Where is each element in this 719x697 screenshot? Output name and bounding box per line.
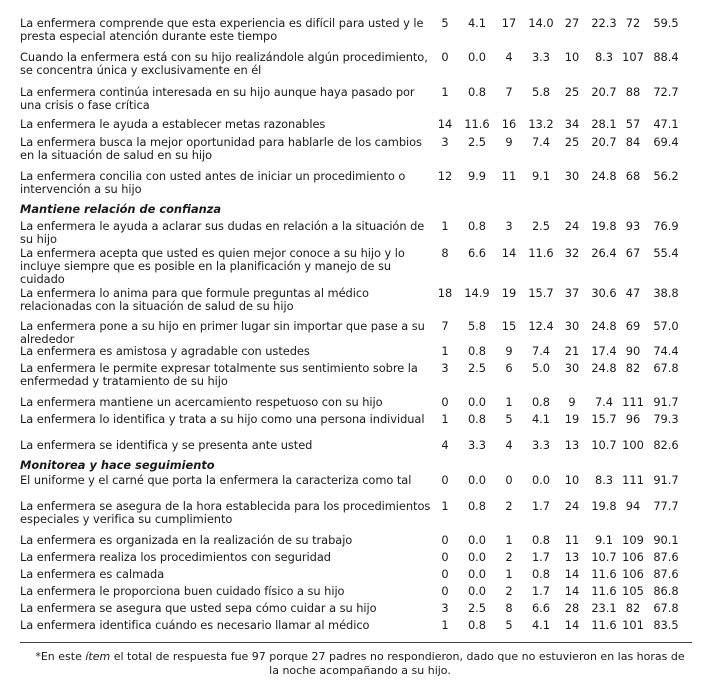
row-value: 69.4 <box>653 135 679 149</box>
row-value: 0.0 <box>467 533 487 547</box>
row-label: La enfermera busca la mejor oportunidad para hablarle de los cambios en la situación de salud en su hijo <box>20 135 422 162</box>
row-value: 2 <box>505 584 513 598</box>
row-value: 6.6 <box>531 601 551 615</box>
row-value: 1.7 <box>531 550 551 564</box>
row-value: 0.8 <box>531 567 551 581</box>
row-value: 25 <box>564 85 580 99</box>
row-value: 10 <box>564 50 580 64</box>
row-value: 0 <box>441 473 449 487</box>
row-value: 47 <box>625 286 641 300</box>
row-value: 82.6 <box>653 438 679 452</box>
row-value: 0.0 <box>467 550 487 564</box>
row-value: 8 <box>505 601 513 615</box>
row-value: 3 <box>441 135 449 149</box>
row-value: 8.3 <box>594 473 614 487</box>
row-value: 91.7 <box>653 473 679 487</box>
row-value: 3.3 <box>531 50 551 64</box>
row-value: 1 <box>441 618 449 632</box>
row-value: 0 <box>441 533 449 547</box>
table-bottom-rule <box>20 642 692 643</box>
row-value: 24 <box>564 219 580 233</box>
row-label: La enfermera le permite expresar totalmente sus sentimiento sobre la enfermedad y tratamiento de su hijo <box>20 361 418 388</box>
footnote-item: ítem <box>85 650 111 663</box>
row-value: 24.8 <box>591 361 617 375</box>
row-value: 93 <box>625 219 641 233</box>
row-value: 0.0 <box>467 395 487 409</box>
row-value: 17 <box>501 16 517 30</box>
row-value: 87.6 <box>653 567 679 581</box>
row-value: 1 <box>441 499 449 513</box>
footnote <box>30 650 690 678</box>
row-value: 100 <box>622 438 644 452</box>
row-value: 91.7 <box>653 395 679 409</box>
row-value: 9 <box>505 344 513 358</box>
row-value: 56.2 <box>653 169 679 183</box>
row-value: 38.8 <box>653 286 679 300</box>
row-value: 67 <box>625 246 641 260</box>
row-label: La enfermera le ayuda a aclarar sus dudas en relación a la situación de su hijo <box>20 219 425 246</box>
row-value: 19.8 <box>591 499 617 513</box>
row-value: 20.7 <box>591 135 617 149</box>
row-value: 5.8 <box>467 319 487 333</box>
row-value: 7.4 <box>594 395 614 409</box>
row-value: 0.8 <box>467 219 487 233</box>
row-label: La enfermera es organizada en la realización de su trabajo <box>20 533 353 547</box>
row-value: 24.8 <box>591 169 617 183</box>
row-value: 3 <box>441 601 449 615</box>
row-label: La enfermera le ayuda a establecer metas razonables <box>20 117 326 131</box>
row-label: La enfermera se identifica y se presenta ante usted <box>20 438 313 452</box>
row-value: 22.3 <box>591 16 617 30</box>
row-value: 0.8 <box>531 395 551 409</box>
row-value: 0 <box>441 550 449 564</box>
row-value: 1 <box>505 533 513 547</box>
row-value: 23.1 <box>591 601 617 615</box>
row-value: 0 <box>441 584 449 598</box>
row-value: 77.7 <box>653 499 679 513</box>
row-value: 90.1 <box>653 533 679 547</box>
row-value: 5.8 <box>531 85 551 99</box>
row-label: La enfermera es calmada <box>20 567 165 581</box>
row-value: 0.8 <box>467 344 487 358</box>
row-value: 7 <box>441 319 449 333</box>
row-value: 96 <box>625 412 641 426</box>
row-value: 13 <box>564 438 580 452</box>
row-value: 88.4 <box>653 50 679 64</box>
row-label: La enfermera se asegura que usted sepa cómo cuidar a su hijo <box>20 601 377 615</box>
row-value: 32 <box>564 246 580 260</box>
row-label: La enfermera identifica cuándo es necesario llamar al médico <box>20 618 370 632</box>
row-value: 0.0 <box>467 584 487 598</box>
row-value: 9 <box>568 395 576 409</box>
row-value: 20.7 <box>591 85 617 99</box>
row-value: 11 <box>564 533 580 547</box>
row-label: La enfermera le proporciona buen cuidado físico a su hijo <box>20 584 345 598</box>
row-value: 11.6 <box>591 567 617 581</box>
row-value: 11.6 <box>591 584 617 598</box>
row-value: 94 <box>625 499 641 513</box>
row-value: 0 <box>441 567 449 581</box>
row-value: 8.3 <box>594 50 614 64</box>
row-value: 2.5 <box>531 219 551 233</box>
row-value: 6 <box>505 361 513 375</box>
row-value: 16 <box>501 117 517 131</box>
row-value: 11 <box>501 169 517 183</box>
row-value: 15.7 <box>528 286 554 300</box>
row-value: 14 <box>437 117 453 131</box>
row-value: 2 <box>505 499 513 513</box>
row-value: 18 <box>437 286 453 300</box>
row-value: 7.4 <box>531 344 551 358</box>
row-value: 15 <box>501 319 517 333</box>
row-value: 1.7 <box>531 499 551 513</box>
row-value: 4 <box>505 438 513 452</box>
row-value: 84 <box>625 135 641 149</box>
row-value: 14 <box>501 246 517 260</box>
row-value: 11.6 <box>528 246 554 260</box>
row-value: 28.1 <box>591 117 617 131</box>
row-value: 67.8 <box>653 361 679 375</box>
row-value: 17.4 <box>591 344 617 358</box>
row-value: 67.8 <box>653 601 679 615</box>
row-value: 111 <box>622 473 644 487</box>
row-value: 111 <box>622 395 644 409</box>
row-value: 5 <box>505 412 513 426</box>
row-value: 14.9 <box>464 286 490 300</box>
row-value: 107 <box>622 50 644 64</box>
row-value: 3 <box>505 219 513 233</box>
row-value: 28 <box>564 601 580 615</box>
row-value: 57 <box>625 117 641 131</box>
row-value: 30.6 <box>591 286 617 300</box>
row-value: 86.8 <box>653 584 679 598</box>
row-value: 13 <box>564 550 580 564</box>
row-value: 5.0 <box>531 361 551 375</box>
row-value: 1 <box>441 219 449 233</box>
row-value: 0.8 <box>467 618 487 632</box>
row-label: La enfermera lo identifica y trata a su hijo como una persona individual <box>20 412 425 426</box>
row-value: 10.7 <box>591 438 617 452</box>
row-value: 55.4 <box>653 246 679 260</box>
row-label: Cuando la enfermera está con su hijo realizándole algún procedimiento, se concentra única y exclusivamente en él <box>20 50 428 77</box>
row-value: 59.5 <box>653 16 679 30</box>
row-value: 9 <box>505 135 513 149</box>
row-label: La enfermera acepta que usted es quien mejor conoce a su hijo y lo incluye siempre que es posible en la planificación y manejo de su cuidado <box>20 246 405 286</box>
row-value: 76.9 <box>653 219 679 233</box>
row-value: 105 <box>622 584 644 598</box>
row-value: 90 <box>625 344 641 358</box>
row-value: 82 <box>625 361 641 375</box>
row-value: 101 <box>622 618 644 632</box>
row-value: 5 <box>505 618 513 632</box>
row-value: 106 <box>622 550 644 564</box>
row-label: La enfermera se asegura de la hora establecida para los procedimientos especiales y verifica su cumplimiento <box>20 499 431 526</box>
row-value: 19 <box>564 412 580 426</box>
row-value: 2.5 <box>467 601 487 615</box>
row-value: 0 <box>505 473 513 487</box>
row-label: La enfermera pone a su hijo en primer lugar sin importar que pase a su alrededor <box>20 319 425 346</box>
row-value: 25 <box>564 135 580 149</box>
row-value: 87.6 <box>653 550 679 564</box>
row-value: 13.2 <box>528 117 554 131</box>
row-value: 47.1 <box>653 117 679 131</box>
row-value: 12.4 <box>528 319 554 333</box>
row-value: 14 <box>564 567 580 581</box>
row-value: 72 <box>625 16 641 30</box>
row-value: 106 <box>622 567 644 581</box>
row-value: 3.3 <box>467 438 487 452</box>
row-label: La enfermera mantiene un acercamiento respetuoso con su hijo <box>20 395 383 409</box>
row-value: 79.3 <box>653 412 679 426</box>
section-heading: Monitorea y hace seguimiento <box>20 458 215 472</box>
row-label: La enfermera concilia con usted antes de iniciar un procedimiento o intervención a su hijo <box>20 169 406 196</box>
footnote-suffix: el total de respuesta fue 97 porque 27 padres no respondieron, dado que no estuvieron en las horas de la noche acompañando a su hijo. <box>110 650 685 677</box>
row-value: 10 <box>564 473 580 487</box>
row-value: 2.5 <box>467 135 487 149</box>
row-value: 24 <box>564 499 580 513</box>
row-value: 4.1 <box>531 412 551 426</box>
row-value: 30 <box>564 319 580 333</box>
row-value: 14.0 <box>528 16 554 30</box>
row-value: 37 <box>564 286 580 300</box>
row-value: 5 <box>441 16 449 30</box>
row-label: La enfermera lo anima para que formule preguntas al médico relacionadas con la situación de salud de su hijo <box>20 286 369 313</box>
row-value: 1 <box>505 395 513 409</box>
row-value: 19.8 <box>591 219 617 233</box>
row-value: 30 <box>564 361 580 375</box>
row-value: 68 <box>625 169 641 183</box>
row-value: 4 <box>441 438 449 452</box>
row-value: 1 <box>505 567 513 581</box>
row-value: 14 <box>564 618 580 632</box>
row-value: 2.5 <box>467 361 487 375</box>
row-value: 1.7 <box>531 584 551 598</box>
row-value: 3 <box>441 361 449 375</box>
row-label: El uniforme y el carné que porta la enfermera la caracteriza como tal <box>20 473 412 487</box>
row-value: 9.9 <box>467 169 487 183</box>
row-value: 1 <box>441 85 449 99</box>
row-value: 72.7 <box>653 85 679 99</box>
row-value: 1 <box>441 412 449 426</box>
row-value: 9.1 <box>531 169 551 183</box>
row-value: 74.4 <box>653 344 679 358</box>
row-label: La enfermera es amistosa y agradable con ustedes <box>20 344 310 358</box>
row-value: 69 <box>625 319 641 333</box>
row-value: 21 <box>564 344 580 358</box>
row-label: La enfermera realiza los procedimientos con seguridad <box>20 550 331 564</box>
row-value: 11.6 <box>591 618 617 632</box>
row-value: 4.1 <box>531 618 551 632</box>
row-value: 12 <box>437 169 453 183</box>
row-value: 0.8 <box>467 412 487 426</box>
row-value: 109 <box>622 533 644 547</box>
row-value: 14 <box>564 584 580 598</box>
row-value: 6.6 <box>467 246 487 260</box>
row-value: 4.1 <box>467 16 487 30</box>
row-value: 26.4 <box>591 246 617 260</box>
row-value: 9.1 <box>594 533 614 547</box>
row-value: 24.8 <box>591 319 617 333</box>
row-value: 88 <box>625 85 641 99</box>
row-label: La enfermera comprende que esta experiencia es difícil para usted y le presta especial atención durante este tiempo <box>20 16 424 43</box>
row-value: 3.3 <box>531 438 551 452</box>
row-value: 0.8 <box>467 85 487 99</box>
row-value: 11.6 <box>464 117 490 131</box>
row-value: 0.0 <box>467 473 487 487</box>
row-value: 83.5 <box>653 618 679 632</box>
row-value: 15.7 <box>591 412 617 426</box>
row-value: 0.8 <box>467 499 487 513</box>
row-value: 0 <box>441 395 449 409</box>
section-heading: Mantiene relación de confianza <box>20 202 222 216</box>
row-value: 19 <box>501 286 517 300</box>
row-value: 30 <box>564 169 580 183</box>
row-value: 0.0 <box>467 567 487 581</box>
row-value: 0.0 <box>531 473 551 487</box>
row-value: 2 <box>505 550 513 564</box>
row-value: 0.8 <box>531 533 551 547</box>
row-value: 27 <box>564 16 580 30</box>
footnote-prefix: *En este <box>35 650 86 663</box>
row-value: 0.0 <box>467 50 487 64</box>
row-value: 8 <box>441 246 449 260</box>
row-value: 82 <box>625 601 641 615</box>
row-value: 10.7 <box>591 550 617 564</box>
row-label: La enfermera continúa interesada en su hijo aunque haya pasado por una crisis o fase crítica <box>20 85 415 112</box>
row-value: 57.0 <box>653 319 679 333</box>
row-value: 7.4 <box>531 135 551 149</box>
row-value: 1 <box>441 344 449 358</box>
row-value: 7 <box>505 85 513 99</box>
row-value: 0 <box>441 50 449 64</box>
row-value: 34 <box>564 117 580 131</box>
row-value: 4 <box>505 50 513 64</box>
